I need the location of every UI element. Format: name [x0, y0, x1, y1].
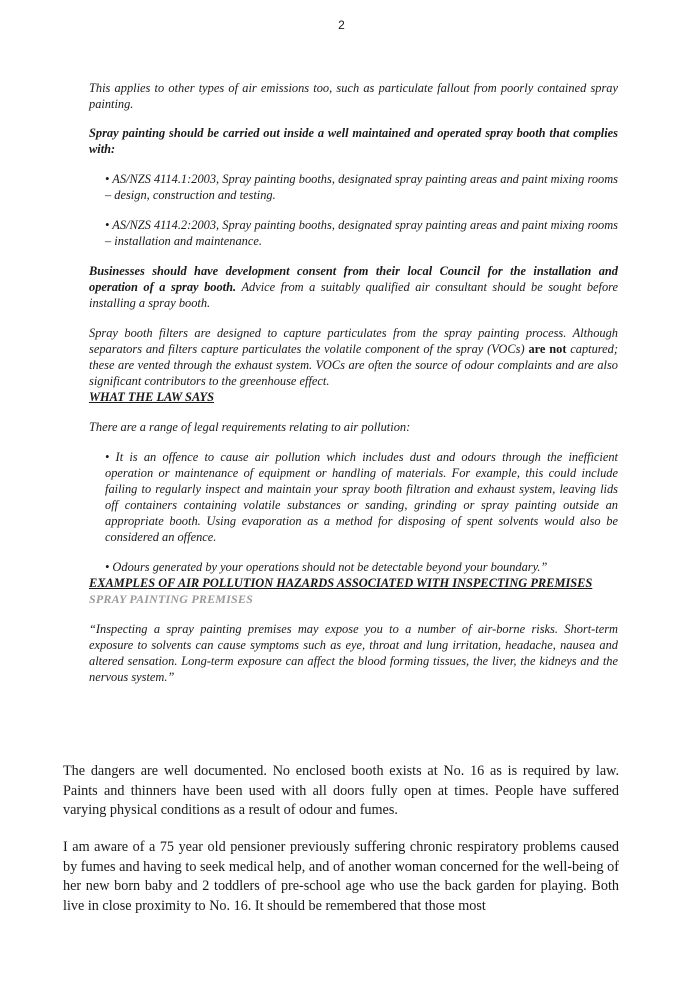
filters-part1: Spray booth filters are designed to capture particulates from the spray painting process. Although separators and filters capture particulates the volatile component of the spray (VOCs) — [89, 326, 618, 356]
filters-part2: captured; these are vented through the exhaust system. VOCs are often the source of odour complaints and are also significant contributors to the greenhouse effect. — [89, 342, 618, 388]
premises-heading: SPRAY PAINTING PREMISES — [89, 592, 253, 606]
law-bullet-2: • Odours generated by your operations should not be detectable beyond your boundary.” — [105, 560, 548, 574]
page-number: 2 — [338, 18, 345, 32]
filters-paragraph — [89, 325, 618, 389]
spray-requirement: Spray painting should be carried out inside a well maintained and operated spray booth that complies with: — [89, 126, 618, 156]
standard-item-2: • AS/NZS 4114.2:2003, Spray painting booths, designated spray painting areas and paint mixing rooms – installation and maintenance. — [105, 218, 618, 248]
body-paragraph-2: I am aware of a 75 year old pensioner previously suffering chronic respiratory problems caused by fumes and having to seek medical help, and of another woman concerned for the well-being of her new born baby and 2 toddlers of pre-school age who use the back garden for playing. Both live in close proximity to No. 16. It should be remembered that those most — [63, 839, 619, 914]
body-paragraph-1: The dangers are well documented. No enclosed booth exists at No. 16 as is required by law. Paints and thinners have been used with all doors fully open at times. People have suffered varying physical conditions as a result of odour and fumes. — [63, 763, 619, 818]
intro-paragraph: This applies to other types of air emissions too, such as particulate fallout from poorly contained spray painting. — [89, 81, 618, 111]
examples-heading: EXAMPLES OF AIR POLLUTION HAZARDS ASSOCIATED WITH INSPECTING PREMISES — [89, 576, 593, 590]
quoted-guidance — [89, 80, 618, 685]
consent-paragraph — [89, 263, 618, 311]
law-intro: There are a range of legal requirements relating to air pollution: — [89, 420, 411, 434]
law-bullet-1: • It is an offence to cause air pollution which includes dust and odours through the inefficient operation or maintenance of equipment or handling of materials. For example, this could include failing to regularly inspect and maintain your spray booth filtration and exhaust system, leaving lids off containers containing volatile substances or sanding, grinding or spray painting outside an appropriate booth. Using evaporation as a method for disposing of spent solvents would also be considered an offence. — [105, 450, 618, 544]
premises-quote: “Inspecting a spray painting premises may expose you to a number of air-borne risks. Short-term exposure to solvents can cause symptoms such as eye, throat and lung irritation, headache, nausea and altered sensation. Long-term exposure can affect the blood forming tissues, the liver, the kidneys and the nervous system.” — [89, 622, 618, 684]
consent-bold: Businesses should have development consent from their local Council for the installation and operation of a spray booth. — [89, 264, 618, 294]
standard-item-1: • AS/NZS 4114.1:2003, Spray painting booths, designated spray painting areas and paint mixing rooms – design, construction and testing. — [105, 172, 618, 202]
law-heading: WHAT THE LAW SAYS — [89, 390, 214, 404]
filters-bold: are not — [528, 342, 567, 356]
consent-rest: Advice from a suitably qualified air consultant should be sought before installing a spray booth. — [89, 280, 619, 310]
